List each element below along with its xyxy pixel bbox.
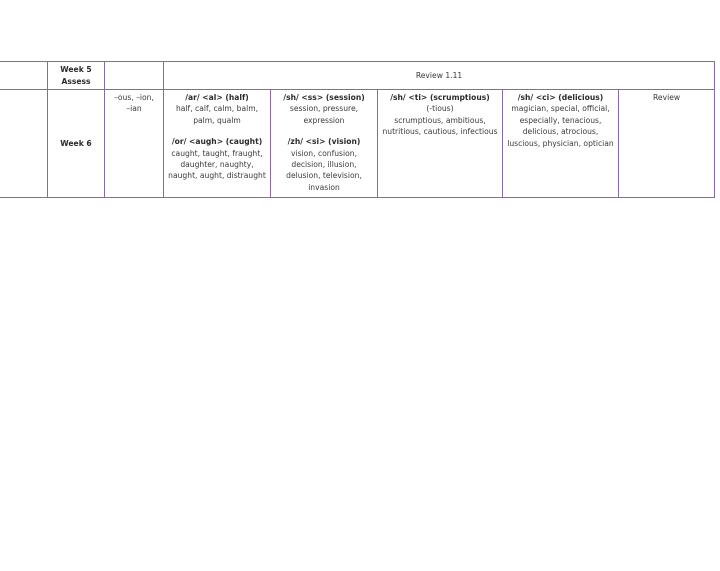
session-vision-cell xyxy=(271,90,378,198)
week-6-row xyxy=(0,90,715,198)
vision-heading: /zh/ <si> (vision) xyxy=(287,137,361,147)
caught-words: caught, taught, fraught, daughter, naughty, naught, aught, distraught xyxy=(168,148,266,181)
week-6-label: Week 6 xyxy=(48,90,105,198)
half-words: half, calf, calm, balm, palm, qualm xyxy=(175,104,259,125)
half-heading: /ar/ <al> (half) xyxy=(185,93,249,102)
vision-words: vision, confusion, decision, illusion, delusion, television, invasion xyxy=(286,148,362,192)
scrumptious-subheading: (-tious) xyxy=(426,104,454,114)
scrumptious-words: scrumptious, ambitious, nutritious, cautious, infectious xyxy=(382,115,498,137)
review-cell: Review xyxy=(619,90,715,198)
week-5-label: Week 5 Assess xyxy=(48,62,105,90)
delicious-cell xyxy=(503,90,619,198)
session-heading: /sh/ <ss> (session) xyxy=(283,93,365,102)
scrumptious-cell xyxy=(378,90,503,198)
session-words: session, pressure, expression xyxy=(289,104,359,125)
week-6-suffix-cell: –ous, –ion, –ian xyxy=(105,90,164,198)
delicious-heading: /sh/ <ci> (delicious) xyxy=(517,93,604,102)
phonics-schedule-table xyxy=(0,61,715,198)
left-margin-cell xyxy=(0,62,48,90)
left-margin-cell-2 xyxy=(0,90,48,198)
half-caught-cell xyxy=(164,90,271,198)
delicious-words: magician, special, official, especially, tenacious, delicious, atrocious, luscious, physician, optician xyxy=(507,104,614,148)
week-5-review-cell: Review 1.11 xyxy=(164,62,715,90)
caught-heading: /or/ <augh> (caught) xyxy=(171,137,263,147)
week-5-row xyxy=(0,62,715,90)
week-5-suffix-cell xyxy=(105,62,164,90)
scrumptious-heading: /sh/ <ti> (scrumptious) xyxy=(390,93,490,102)
